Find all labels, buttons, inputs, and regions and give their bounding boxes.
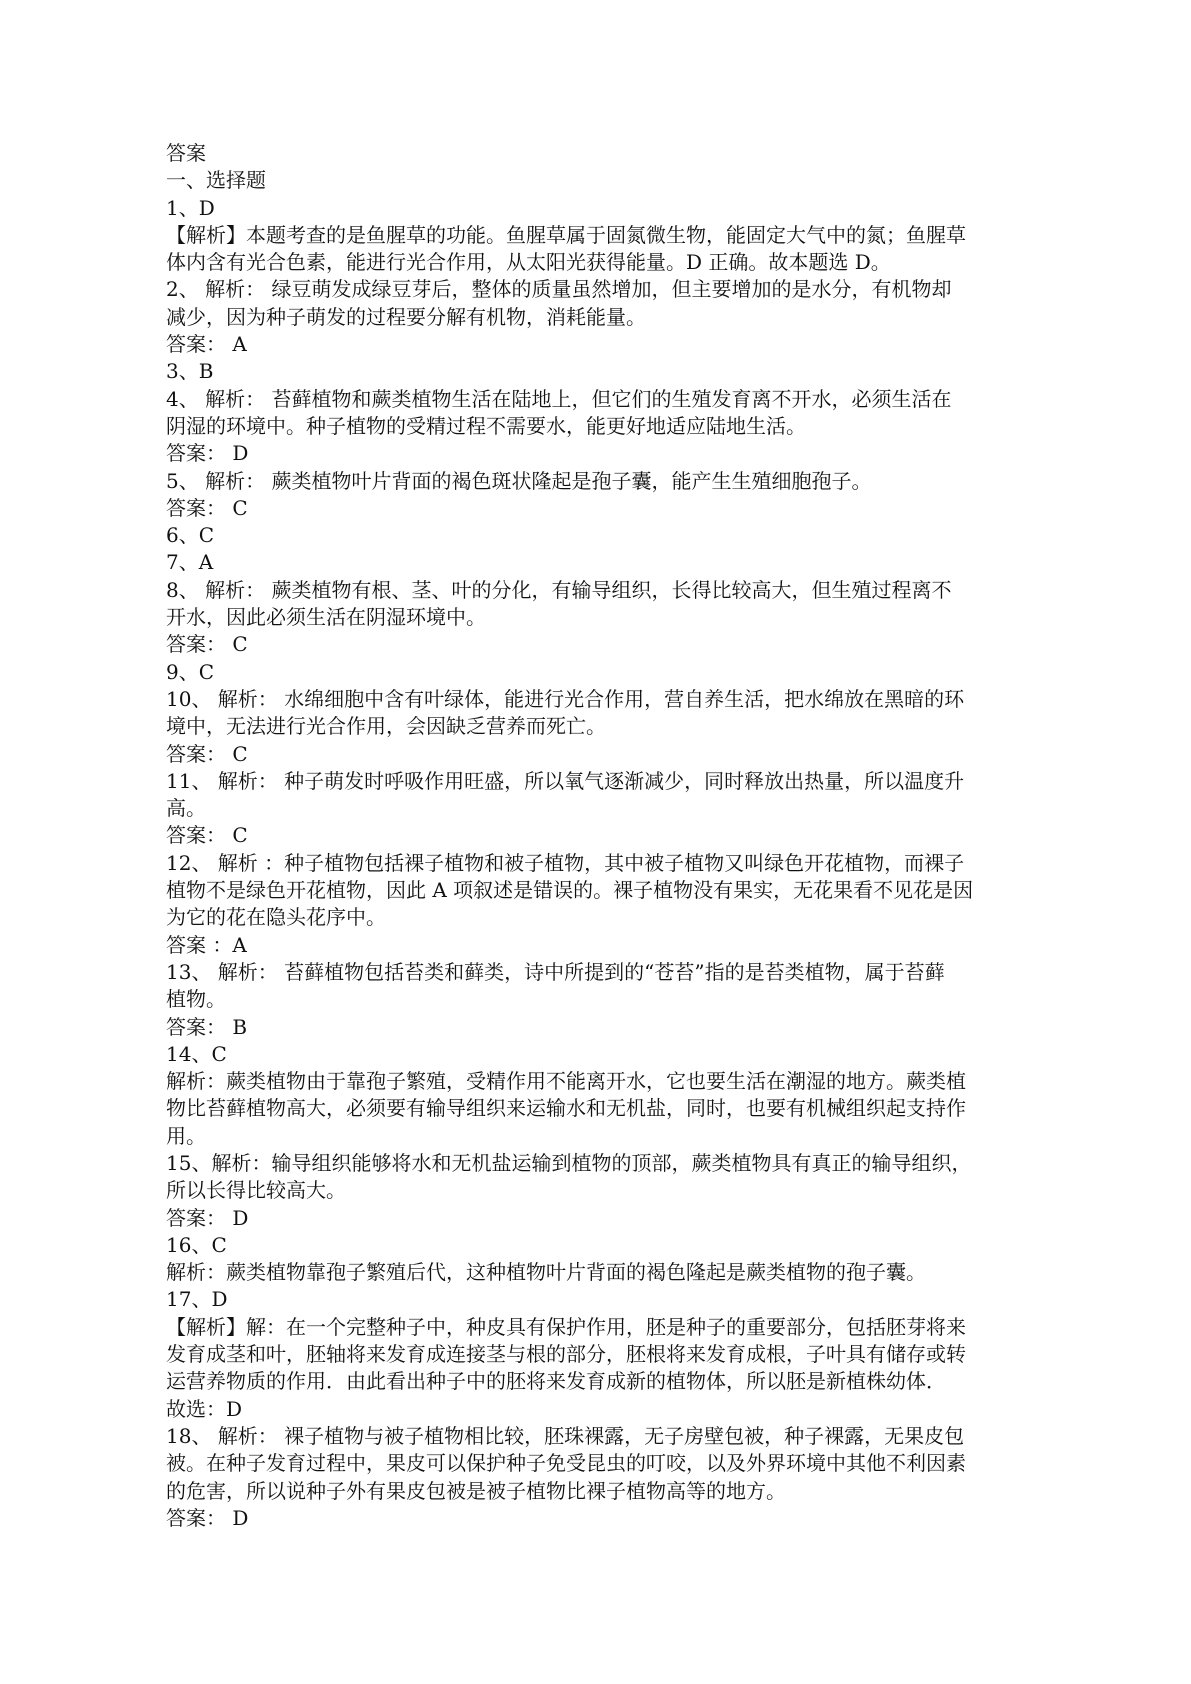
text-line: 为它的花在隐头花序中。 — [166, 905, 386, 930]
text-line: 9、C — [166, 659, 215, 684]
text-line: 用。 — [166, 1123, 206, 1148]
text-line: 植物。 — [166, 987, 226, 1012]
text-line: 11、 解析： 种子萌发时呼吸作用旺盛，所以氧气逐渐减少，同时释放出热量，所以温度升 — [166, 768, 965, 793]
text-line: 境中，无法进行光合作用，会因缺乏营养而死亡。 — [166, 714, 606, 739]
text-line: 故选：D — [166, 1396, 243, 1421]
text-line: 开水，因此必须生活在阴湿环境中。 — [166, 605, 486, 630]
text-line: 5、 解析： 蕨类植物叶片背面的褐色斑状隆起是孢子囊，能产生生殖细胞孢子。 — [166, 468, 872, 493]
text-line: 答案 ：A — [166, 932, 247, 957]
text-line: 16、C — [166, 1232, 227, 1257]
text-line: 减少，因为种子萌发的过程要分解有机物，消耗能量。 — [166, 304, 646, 329]
text-line: 植物不是绿色开花植物，因此 A 项叙述是错误的。裸子植物没有果实，无花果看不见花是因 — [166, 878, 974, 903]
text-line: 阴湿的环境中。种子植物的受精过程不需要水，能更好地适应陆地生活。 — [166, 413, 806, 438]
text-line: 17、D — [166, 1287, 228, 1312]
text-line: 13、 解析： 苔藓植物包括苔类和藓类，诗中所提到的“苍苔”指的是苔类植物，属于苔藓 — [166, 959, 945, 984]
text-line: 【解析】本题考查的是鱼腥草的功能。鱼腥草属于固氮微生物，能固定大气中的氮；鱼腥草 — [166, 222, 966, 247]
text-line: 1、D — [166, 195, 215, 220]
section-heading: 一、选择题 — [166, 168, 266, 193]
text-line: 答案： C — [166, 741, 248, 766]
text-line: 10、 解析： 水绵细胞中含有叶绿体，能进行光合作用，营自养生活，把水绵放在黑暗的环 — [166, 686, 965, 711]
text-line: 发育成茎和叶，胚轴将来发育成连接茎与根的部分，胚根将来发育成根，子叶具有储存或转 — [166, 1342, 966, 1367]
document-title: 答案 — [166, 141, 206, 165]
text-line: 15、解析：输导组织能够将水和无机盐运输到植物的顶部，蕨类植物具有真正的输导组织， — [166, 1150, 972, 1175]
answer-lines — [166, 195, 1026, 1533]
text-line: 解析：蕨类植物由于靠孢子繁殖，受精作用不能离开水，它也要生活在潮湿的地方。蕨类植 — [166, 1069, 966, 1094]
text-line: 6、C — [166, 523, 215, 548]
text-line: 答案： C — [166, 495, 248, 520]
text-line: 高。 — [166, 796, 206, 821]
text-line: 答案： D — [166, 1505, 249, 1530]
text-line: 12、 解析 ：种子植物包括裸子植物和被子植物，其中被子植物又叫绿色开花植物，而裸子 — [166, 850, 965, 875]
text-line: 答案： A — [166, 332, 247, 357]
text-line: 8、 解析： 蕨类植物有根、茎、叶的分化，有输导组织，长得比较高大，但生殖过程离不 — [166, 577, 952, 602]
text-line: 答案： B — [166, 1014, 248, 1039]
text-line: 4、 解析： 苔藓植物和蕨类植物生活在陆地上，但它们的生殖发育离不开水，必须生活在 — [166, 386, 952, 411]
text-line: 答案： D — [166, 441, 249, 466]
text-line: 体内含有光合色素，能进行光合作用，从太阳光获得能量。D 正确。故本题选 D。 — [166, 250, 891, 275]
text-line: 答案： C — [166, 823, 248, 848]
text-line: 【解析】解：在一个完整种子中，种皮具有保护作用，胚是种子的重要部分，包括胚芽将来 — [166, 1314, 966, 1339]
answer-document — [166, 140, 1026, 1532]
text-line: 解析：蕨类植物靠孢子繁殖后代，这种植物叶片背面的褐色隆起是蕨类植物的孢子囊。 — [166, 1260, 926, 1285]
text-line: 2、 解析： 绿豆萌发成绿豆芽后，整体的质量虽然增加，但主要增加的是水分，有机物却 — [166, 277, 952, 302]
text-line: 14、C — [166, 1041, 227, 1066]
text-line: 运营养物质的作用．由此看出种子中的胚将来发育成新的植物体，所以胚是新植株幼体． — [166, 1369, 946, 1394]
text-line: 答案： C — [166, 632, 248, 657]
text-line: 答案： D — [166, 1205, 249, 1230]
text-line: 所以长得比较高大。 — [166, 1178, 346, 1203]
text-line: 的危害，所以说种子外有果皮包被是被子植物比裸子植物高等的地方。 — [166, 1478, 786, 1503]
text-line: 物比苔藓植物高大，必须要有输导组织来运输水和无机盐，同时，也要有机械组织起支持作 — [166, 1096, 966, 1121]
text-line: 7、A — [166, 550, 214, 575]
text-line: 被。在种子发育过程中，果皮可以保护种子免受昆虫的叮咬，以及外界环境中其他不利因素 — [166, 1451, 966, 1476]
text-line: 18、 解析： 裸子植物与被子植物相比较，胚珠裸露，无子房壁包被，种子裸露，无果皮包 — [166, 1423, 965, 1448]
text-line: 3、B — [166, 359, 214, 384]
